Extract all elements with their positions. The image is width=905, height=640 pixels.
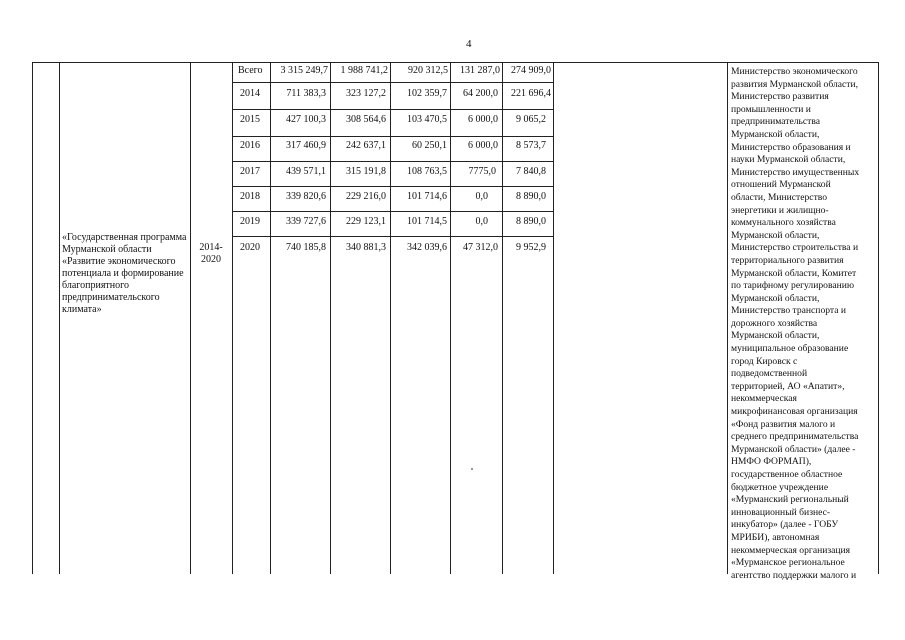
value-federal: 342 039,6 <box>407 242 447 253</box>
year-cell: 2018 <box>240 191 260 202</box>
column-divider <box>553 62 554 574</box>
value-total: 317 460,9 <box>286 140 326 151</box>
value-local: 64 200,0 <box>463 88 498 99</box>
value-other: 274 909,0 <box>511 65 551 76</box>
value-federal: 101 714,6 <box>407 191 447 202</box>
table-border-top <box>32 62 879 63</box>
value-federal: 103 470,5 <box>407 114 447 125</box>
year-cell: 2020 <box>240 242 260 253</box>
executors-text: Министерство экономического развития Мурманской области, Министерство развития промышленности и предпринимательства Мурманской области, Министерство образования и науки Мурманской области, Министерство имущественных отношений Мурманской области, Министерство энергетики и жилищно- коммунального хозяйства Мурманской области, Министерство строительства и территориального развития Мурманской области, Комитет по тарифному регулированию Мурманской области, Министерство транспорта и дорожного хозяйства Мурманской области, муниципальное образование город Кировск с подведомственной территорией, АО «Апатит», некоммерческая микрофинансовая организация «Фонд развития малого и среднего предпринимательства Мурманской области» (далее - НМФО ФОРМАП), государственное областное бюджетное учреждение «Мурманский региональный инновационный бизнес- инкубатор» (далее - ГОБУ МРИБИ), автономная некоммерческая организация «Мурманское региональное агентство поддержки малого и <box>731 66 860 581</box>
column-divider <box>232 62 233 574</box>
value-regional: 229 123,1 <box>346 216 386 227</box>
value-local: 6 000,0 <box>468 140 498 151</box>
value-local: 6 000,0 <box>468 114 498 125</box>
value-federal: 101 714,5 <box>407 216 447 227</box>
value-total: 339 727,6 <box>286 216 326 227</box>
value-regional: 229 216,0 <box>346 191 386 202</box>
year-cell: 2017 <box>240 166 260 177</box>
column-divider <box>190 62 191 574</box>
column-divider <box>727 62 728 574</box>
year-cell: 2016 <box>240 140 260 151</box>
column-divider <box>59 62 60 574</box>
page-number: 4 <box>466 38 472 50</box>
value-local: 131 287,0 <box>460 65 500 76</box>
value-regional: 308 564,6 <box>346 114 386 125</box>
row-divider <box>232 136 553 137</box>
value-federal: 102 359,7 <box>407 88 447 99</box>
value-total: 427 100,3 <box>286 114 326 125</box>
year-cell: 2014 <box>240 88 260 99</box>
value-regional: 315 191,8 <box>346 166 386 177</box>
value-other: 8 573,7 <box>516 140 546 151</box>
value-local: 0,0 <box>475 191 488 202</box>
row-divider <box>232 186 553 187</box>
row-divider <box>232 161 553 162</box>
column-divider <box>390 62 391 574</box>
row-divider <box>232 236 553 237</box>
value-local: 47 312,0 <box>463 242 498 253</box>
value-total: 339 820,6 <box>286 191 326 202</box>
value-total: 740 185,8 <box>286 242 326 253</box>
value-local: 7775,0 <box>468 166 496 177</box>
column-divider <box>450 62 451 574</box>
value-other: 7 840,8 <box>516 166 546 177</box>
table-border-left <box>32 62 33 574</box>
value-regional: 323 127,2 <box>346 88 386 99</box>
value-other: 9 952,9 <box>516 242 546 253</box>
value-federal: 108 763,5 <box>407 166 447 177</box>
value-other: 8 890,0 <box>516 216 546 227</box>
year-cell: 2019 <box>240 216 260 227</box>
value-other: 9 065,2 <box>516 114 546 125</box>
value-total: 439 571,1 <box>286 166 326 177</box>
column-divider <box>270 62 271 574</box>
year-cell: Всего <box>238 65 263 76</box>
column-divider <box>502 62 503 574</box>
value-regional: 242 637,1 <box>346 140 386 151</box>
value-federal: 920 312,5 <box>408 65 448 76</box>
value-regional: 1 988 741,2 <box>340 65 388 76</box>
program-period: 2014-2020 <box>199 242 223 265</box>
value-federal: 60 250,1 <box>412 140 447 151</box>
value-other: 221 696,4 <box>511 88 551 99</box>
value-local: 0,0 <box>475 216 488 227</box>
row-divider <box>232 211 553 212</box>
value-other: 8 890,0 <box>516 191 546 202</box>
year-cell: 2015 <box>240 114 260 125</box>
value-regional: 340 881,3 <box>346 242 386 253</box>
row-divider <box>232 82 553 83</box>
program-name: «Государственная программа Мурманской области «Развитие экономического потенциала и формирование благоприятного предпринимательского климата» <box>62 232 187 315</box>
row-divider <box>232 109 553 110</box>
value-total: 711 383,3 <box>286 88 326 99</box>
column-divider <box>330 62 331 574</box>
value-total: 3 315 249,7 <box>280 65 328 76</box>
scan-dot <box>471 468 473 470</box>
